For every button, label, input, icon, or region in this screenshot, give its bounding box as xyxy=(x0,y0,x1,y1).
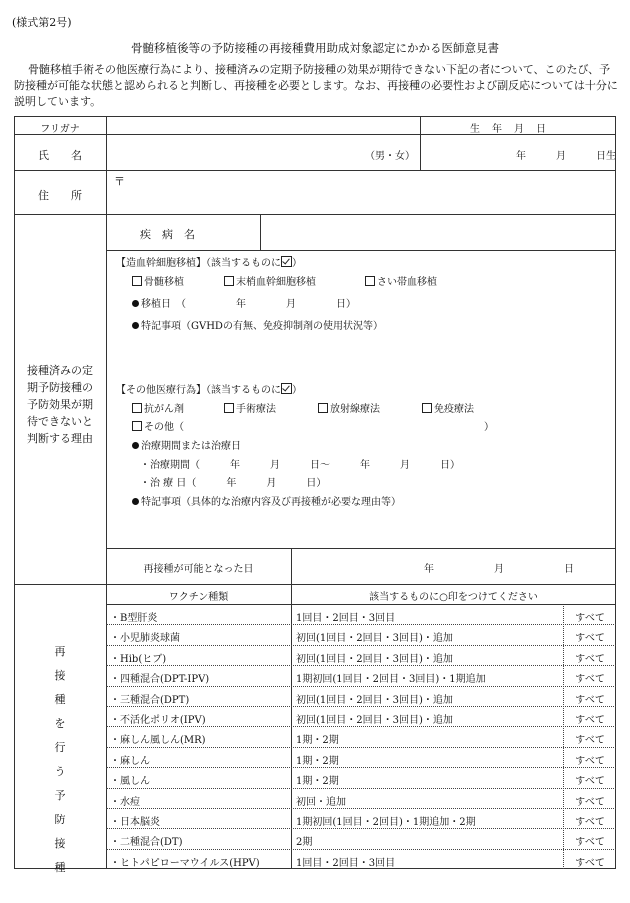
other-option-misc-close: ） xyxy=(484,422,494,433)
birth-label: 生 年 月 日 xyxy=(470,124,547,135)
table-row xyxy=(106,686,616,706)
disease-field[interactable] xyxy=(262,216,614,248)
table-row xyxy=(106,849,616,869)
vaccine-name: ・Hib(ヒブ) xyxy=(110,653,167,665)
all-doses-option[interactable]: すべて xyxy=(575,715,605,726)
table-row xyxy=(106,624,616,644)
side-label-char: 再 xyxy=(54,645,66,658)
dose-options[interactable]: 1回目・2回目・3回目 xyxy=(296,857,396,869)
all-doses-option[interactable]: すべて xyxy=(575,857,605,869)
form-number: (様式第2号) xyxy=(12,16,72,29)
revacc-date-label: 再接種が可能となった日 xyxy=(143,564,254,575)
checkbox-icon[interactable] xyxy=(132,403,142,413)
vaccine-name: ・ヒトパピローマウイルス(HPV) xyxy=(110,857,260,869)
other-option-surgery[interactable]: 手術療法 xyxy=(224,400,276,415)
hsct-option-cord-blood[interactable]: さい帯血移植 xyxy=(365,273,437,288)
all-doses-option[interactable]: すべて xyxy=(575,674,605,686)
dose-options[interactable]: 初回(1回目・2回目・3回目)・追加 xyxy=(296,715,453,726)
table-row xyxy=(106,726,616,746)
checkbox-icon[interactable] xyxy=(318,403,328,413)
other-heading: 【その他医療行為】（該当するものに ） xyxy=(116,385,302,396)
other-option-misc[interactable]: その他（ xyxy=(132,418,184,433)
disease-label: 疾 病 名 xyxy=(140,228,195,241)
dose-options[interactable]: 初回(1回目・2回目・3回目)・追加 xyxy=(296,653,453,665)
table-row xyxy=(106,808,616,828)
bullet-icon xyxy=(132,498,139,505)
dose-options[interactable]: 1期初回(1回目・2回目)・1期追加・2期 xyxy=(296,817,476,828)
dose-options[interactable]: 1回目・2回目・3回目 xyxy=(296,613,396,624)
dose-options[interactable]: 1期・2期 xyxy=(296,755,339,767)
birth-date-field[interactable]: 年 月 日生 xyxy=(516,151,616,162)
document-title: 骨髄移植後等の予防接種の再接種費用助成対象認定にかかる医師意見書 xyxy=(131,41,499,55)
vaccine-name: ・三種混合(DPT) xyxy=(110,694,190,706)
table-row xyxy=(106,706,616,726)
bullet-icon xyxy=(132,300,139,307)
vaccine-name: ・小児肺炎球菌 xyxy=(110,633,180,645)
transplant-date[interactable]: 移植日 （ 年 月 日） xyxy=(132,295,356,310)
checkbox-icon[interactable] xyxy=(224,276,234,286)
other-option-immunotherapy[interactable]: 免疫療法 xyxy=(422,400,474,415)
dose-options[interactable]: 初回(1回目・2回目・3回目)・追加 xyxy=(296,633,453,645)
all-doses-option[interactable]: すべて xyxy=(575,755,605,767)
vaccine-name: ・麻しん風しん(MR) xyxy=(110,735,206,747)
side-label-char: う xyxy=(54,765,66,778)
table-row xyxy=(106,828,616,848)
checkbox-icon[interactable] xyxy=(132,276,142,286)
side-label-char: 種 xyxy=(54,861,66,874)
gender-selector[interactable]: （男・女） xyxy=(365,151,415,162)
revacc-date-field[interactable]: 年 月 日 xyxy=(424,564,574,575)
all-doses-option[interactable]: すべて xyxy=(575,776,605,788)
hsct-notes[interactable]: 特記事項（GVHDの有無、免疫抑制剤の使用状況等） xyxy=(132,317,383,332)
name-label: 氏 名 xyxy=(38,149,82,162)
all-doses-option[interactable]: すべて xyxy=(575,613,605,624)
address-label: 住 所 xyxy=(38,189,82,202)
other-option-radiation[interactable]: 放射線療法 xyxy=(318,400,380,415)
vaccine-mark-header: 該当するものに○印をつけてください xyxy=(369,592,538,603)
hsct-heading: 【造血幹細胞移植】（該当するものに ） xyxy=(116,258,302,269)
table-row xyxy=(106,665,616,685)
vaccine-name: ・風しん xyxy=(110,776,150,788)
side-label-char: 種 xyxy=(54,693,66,706)
treatment-day-line[interactable]: ・治 療 日（ 年 月 日） xyxy=(140,478,327,489)
all-doses-option[interactable]: すべて xyxy=(575,817,605,828)
bullet-icon xyxy=(132,322,139,329)
vaccine-name: ・B型肝炎 xyxy=(110,613,158,624)
vaccine-name: ・日本脳炎 xyxy=(110,817,160,828)
side-label-char: 行 xyxy=(54,741,66,754)
checkmark-icon xyxy=(281,256,292,267)
all-doses-option[interactable]: すべて xyxy=(575,653,605,665)
vaccine-side-label xyxy=(50,640,70,880)
side-label-char: 接 xyxy=(54,669,66,682)
table-row xyxy=(106,604,616,624)
dose-options[interactable]: 2期 xyxy=(296,837,313,849)
dose-options[interactable]: 初回・追加 xyxy=(296,796,346,808)
checkbox-icon[interactable] xyxy=(365,276,375,286)
table-row xyxy=(106,788,616,808)
side-label-char: 接 xyxy=(54,837,66,850)
furigana-label: フリガナ xyxy=(40,124,80,135)
address-field[interactable] xyxy=(126,171,614,213)
checkbox-icon[interactable] xyxy=(422,403,432,413)
dose-options[interactable]: 初回(1回目・2回目・3回目)・追加 xyxy=(296,694,453,706)
all-doses-option[interactable]: すべて xyxy=(575,837,605,849)
side-label-char: 予 xyxy=(54,789,66,802)
vaccine-name: ・麻しん xyxy=(110,755,150,767)
vaccine-name: ・不活化ポリオ(IPV) xyxy=(110,715,206,726)
all-doses-option[interactable]: すべて xyxy=(575,735,605,747)
dose-options[interactable]: 1期初回(1回目・2回目・3回目)・1期追加 xyxy=(296,674,486,686)
all-doses-option[interactable]: すべて xyxy=(575,633,605,645)
reason-label-line: 予防効果が期 xyxy=(27,398,93,411)
vaccine-name: ・四種混合(DPT-IPV) xyxy=(110,674,210,686)
postal-mark: 〒 xyxy=(114,175,125,188)
hsct-option-peripheral[interactable]: 末梢血幹細胞移植 xyxy=(224,273,316,288)
treatment-period-heading: 治療期間または治療日 xyxy=(132,437,241,452)
table-row xyxy=(106,747,616,767)
side-label-char: 防 xyxy=(54,813,66,826)
hsct-option-bone-marrow[interactable]: 骨髄移植 xyxy=(132,273,184,288)
all-doses-option[interactable]: すべて xyxy=(575,796,605,808)
checkmark-icon xyxy=(281,383,292,394)
all-doses-option[interactable]: すべて xyxy=(575,694,605,706)
treatment-period-line[interactable]: ・治療期間（ 年 月 日～ 年 月 日） xyxy=(140,460,460,471)
reason-label-line: 待できないと xyxy=(27,415,93,428)
name-field[interactable] xyxy=(107,135,357,169)
dose-options[interactable]: 1期・2期 xyxy=(296,735,339,747)
reason-label xyxy=(14,362,106,447)
dose-options[interactable]: 1期・2期 xyxy=(296,776,339,788)
other-option-anticancer[interactable]: 抗がん剤 xyxy=(132,400,184,415)
checkbox-icon[interactable] xyxy=(132,421,142,431)
vaccine-type-header: ワクチン種類 xyxy=(168,592,229,603)
reason-label-line: 判断する理由 xyxy=(27,432,93,445)
table-row xyxy=(106,767,616,787)
vaccine-name: ・水痘 xyxy=(110,796,140,808)
table-row xyxy=(106,645,616,665)
side-label-char: を xyxy=(54,717,66,730)
bullet-icon xyxy=(132,442,139,449)
checkbox-icon[interactable] xyxy=(224,403,234,413)
reason-label-line: 接種済みの定 xyxy=(27,364,93,377)
intro-paragraph: 骨髄移植手術その他医療行為により、接種済みの定期予防接種の効果が期待できない下記の者について、このたび、予防接種が可能な状態と認められると判断し、再接種を必要とします。なお、再接種の必要性および副反応については十分に説明しています。 xyxy=(14,63,618,108)
vaccine-name: ・二種混合(DT) xyxy=(110,837,183,849)
furigana-field[interactable] xyxy=(107,117,419,133)
other-notes[interactable]: 特記事項（具体的な治療内容及び再接種が必要な理由等） xyxy=(132,493,401,508)
reason-label-line: 期予防接種の xyxy=(27,381,93,394)
